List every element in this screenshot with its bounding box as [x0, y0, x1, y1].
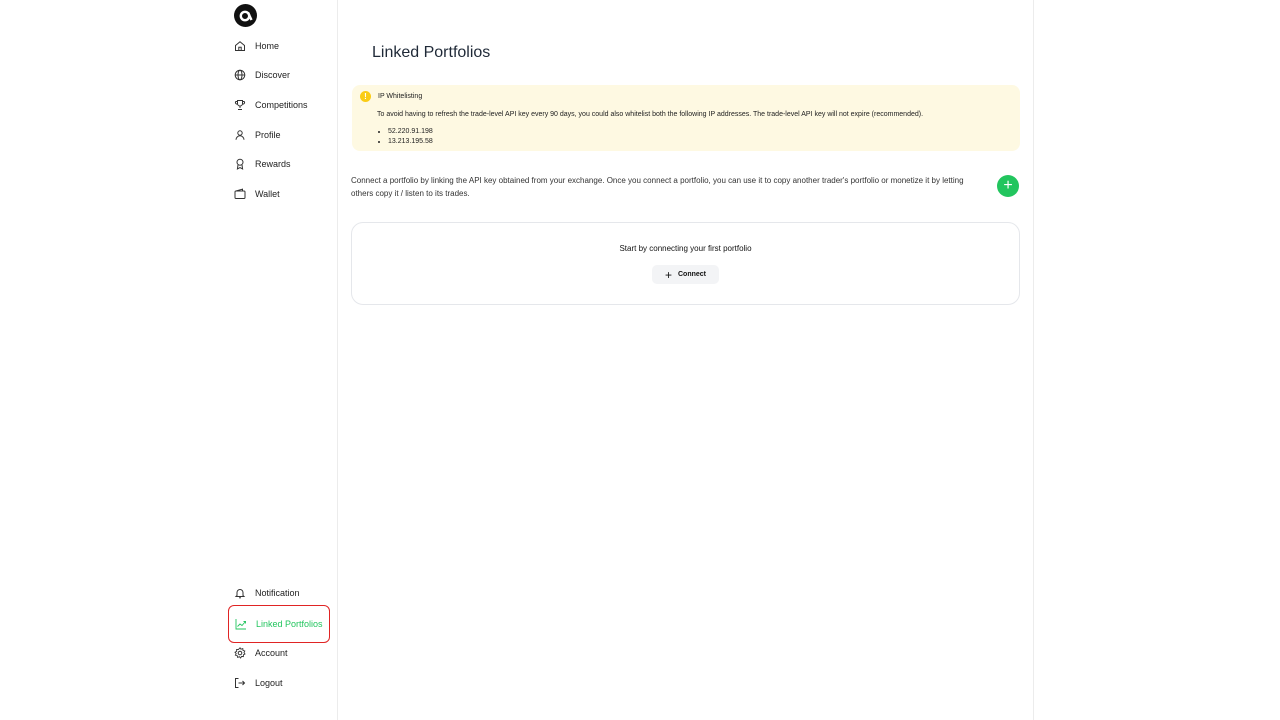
award-icon	[234, 158, 246, 170]
sidebar-item-label: Rewards	[255, 159, 291, 169]
sidebar-item-label: Logout	[255, 678, 283, 688]
sidebar-item-label: Notification	[255, 588, 300, 598]
page-title: Linked Portfolios	[372, 44, 491, 61]
connect-button-label: Connect	[678, 271, 706, 278]
main-content	[338, 0, 1034, 720]
logout-icon	[234, 677, 246, 689]
sidebar-item-label: Competitions	[255, 100, 308, 110]
sidebar-item-rewards[interactable]	[228, 149, 330, 179]
sidebar-item-label: Profile	[255, 130, 281, 140]
sidebar-item-discover[interactable]	[228, 60, 330, 90]
sidebar-item-label: Linked Portfolios	[256, 619, 323, 629]
empty-state-card	[351, 222, 1020, 305]
sidebar-item-notification[interactable]	[228, 578, 330, 608]
empty-state-text: Start by connecting your first portfolio	[619, 244, 752, 253]
plus-icon: +	[664, 267, 672, 282]
warning-icon: !	[360, 91, 371, 102]
sidebar-item-label: Home	[255, 41, 280, 51]
ip-address-list	[388, 127, 433, 147]
alert-title: IP Whitelisting	[378, 93, 423, 100]
trophy-icon	[234, 99, 246, 111]
sidebar-item-logout[interactable]	[228, 668, 330, 698]
sidebar-item-label: Discover	[255, 70, 291, 80]
gear-icon	[234, 647, 246, 659]
wallet-icon	[234, 188, 246, 200]
alpha-logo-icon	[238, 8, 254, 24]
add-portfolio-button[interactable]	[997, 175, 1019, 197]
user-icon	[234, 129, 246, 141]
chart-line-icon	[235, 618, 247, 630]
sidebar-item-label: Account	[255, 648, 288, 658]
plus-icon: +	[1003, 177, 1013, 194]
logo[interactable]	[234, 4, 257, 27]
sidebar-item-profile[interactable]	[228, 120, 330, 150]
ip-whitelist-alert	[352, 85, 1020, 151]
sidebar-item-home[interactable]	[228, 31, 330, 61]
linked-portfolios-description: Connect a portfolio by linking the API key obtained from your exchange. Once you connect a portfolio, you can use it to copy another trader's portfolio or monetize it by letting others copy it / listen to its trades.	[351, 176, 964, 198]
alert-body: To avoid having to refresh the trade-level API key every 90 days, you could also whitelist both the following IP addresses. The trade-level API key will not expire (recommended).	[377, 111, 924, 118]
sidebar-item-competitions[interactable]	[228, 90, 330, 120]
sidebar-item-label: Wallet	[255, 189, 280, 199]
sidebar-item-account[interactable]	[228, 638, 330, 668]
ip-address: • 13.213.195.58	[388, 137, 433, 147]
home-icon	[234, 40, 246, 52]
sidebar	[0, 0, 338, 720]
bell-icon	[234, 587, 246, 599]
globe-icon	[234, 69, 246, 81]
sidebar-item-wallet[interactable]	[228, 179, 330, 209]
connect-button[interactable]	[652, 265, 719, 284]
ip-address: • 52.220.91.198	[388, 127, 433, 137]
